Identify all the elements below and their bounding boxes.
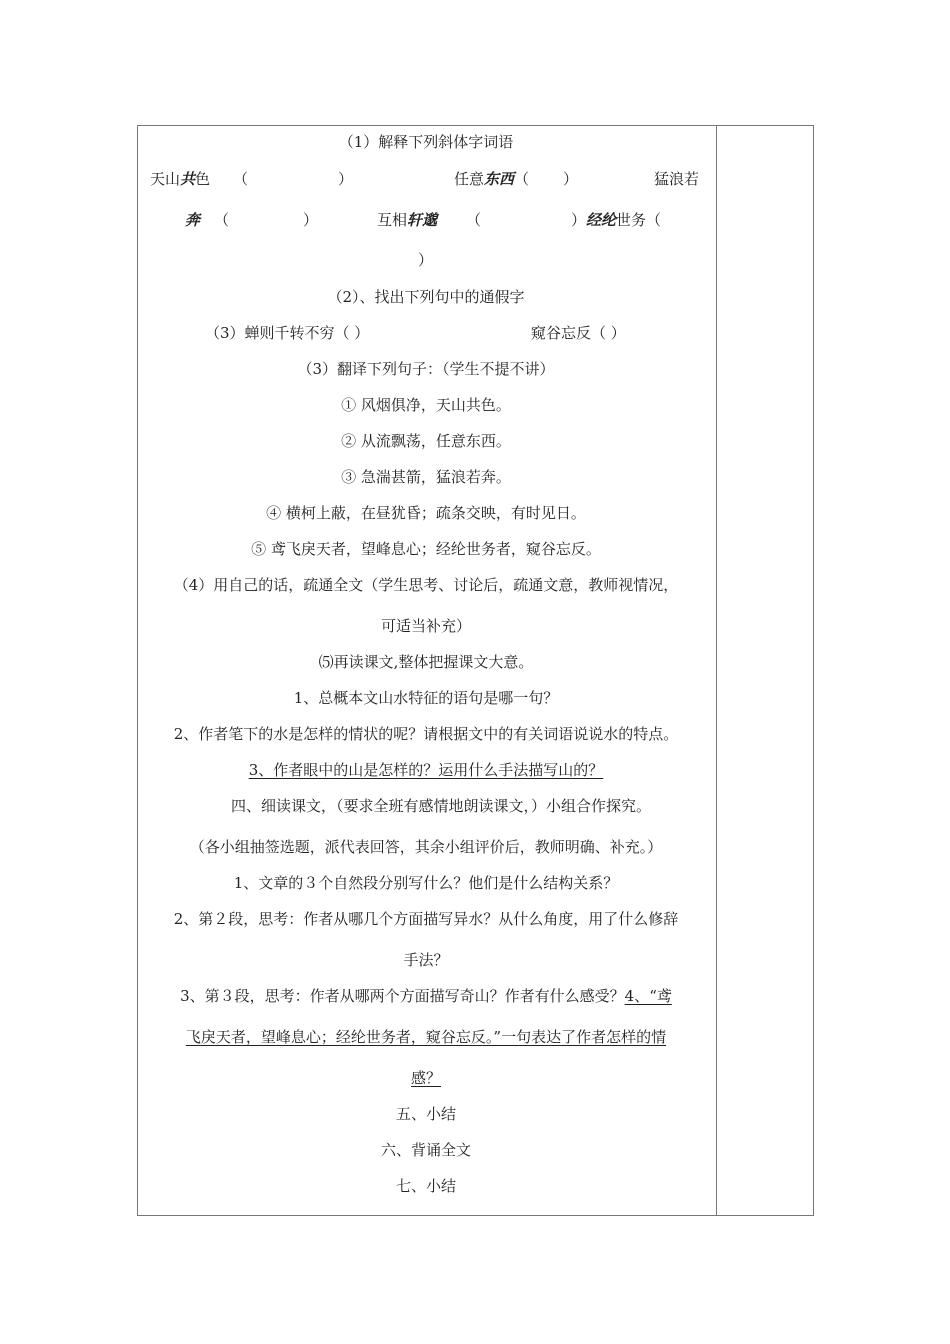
blank-open: （ (466, 211, 482, 229)
task-reread: ⑸再读课文,整体把握课文大意。 (318, 653, 534, 671)
vocab-italic-word: 奔 (185, 211, 201, 229)
vocab-italic-word: 经纶 (586, 211, 617, 229)
vocab-text: 天山 (150, 170, 181, 188)
vocab-text: 任意 (454, 170, 485, 188)
group-question-4-end: 感？ (410, 1069, 441, 1087)
blank-close: ） (338, 170, 354, 188)
vocab-text: 色 (195, 170, 211, 188)
task-translate: （3）翻译下列句子：（学生不提不讲） (297, 360, 555, 378)
column-divider (716, 125, 717, 1216)
question-2: 2、作者笔下的水是怎样的情状的呢？请根据文中的有关词语说说水的特点。 (173, 725, 679, 743)
task-paraphrase-cont: 可适当补充） (380, 617, 471, 635)
group-question-2-cont: 手法？ (403, 951, 449, 969)
group-question-1: 1、文章的３个自然段分别写什么？他们是什么结构关系？ (233, 874, 619, 892)
blank-close: ） (563, 170, 579, 188)
sentence-2: ② 从流飘荡，任意东西。 (341, 432, 511, 450)
task-tongjia: （2）、找出下列句中的通假字 (327, 288, 525, 306)
group-question-2: 2、第２段，思考：作者从哪几个方面描写异水？从什么角度，用了什么修辞 (173, 910, 679, 928)
section-7-heading: 七、小结 (395, 1177, 456, 1195)
blank-open: （ (514, 170, 530, 188)
vocab-italic-word: 轩邈 (407, 211, 438, 229)
sentence-4: ④ 横柯上蔽，在昼犹昏；疏条交映，有时见日。 (266, 504, 586, 522)
group-question-3: 3、第３段，思考：作者从哪两个方面描写奇山？作者有什么感受？ (180, 987, 625, 1005)
question-3: 3、作者眼中的山是怎样的？运用什么手法描写山的？ (248, 761, 604, 779)
blank-close: ） (303, 211, 319, 229)
blank-open: （ (233, 170, 249, 188)
blank-close: ） (571, 211, 587, 229)
tongjia-item: （3）蝉则千转不穷（ ） (205, 324, 370, 342)
task-paraphrase: （4）用自己的话，疏通全文（学生思考、讨论后，疏通文意，教师视情况， (173, 576, 679, 594)
blank-open: （ (214, 211, 230, 229)
section-4-heading: 四、细读课文，（要求全班有感情地朗读课文，）小组合作探究。 (230, 797, 651, 815)
vocab-text: 猛浪若 (654, 170, 700, 188)
task-explain-words: （1）解释下列斜体字词语 (338, 133, 514, 151)
group-question-4-cont: 飞戾天者，望峰息心；经纶世务者，窥谷忘反。”一句表达了作者怎样的情 (185, 1028, 667, 1046)
section-6-heading: 六、背诵全文 (380, 1141, 471, 1159)
sentence-1: ① 风烟俱净，天山共色。 (341, 396, 511, 414)
blank-close: ） (418, 251, 434, 269)
question-1: 1、总概本文山水特征的语句是哪一句？ (293, 689, 559, 707)
sentence-3: ③ 急湍甚箭，猛浪若奔。 (341, 468, 511, 486)
section-5-heading: 五、小结 (395, 1105, 456, 1123)
vocab-italic-word: 东西 (484, 170, 515, 188)
group-question-4: 4、“鸢 (624, 987, 672, 1005)
group-instruction: （各小组抽签选题，派代表回答，其余小组评价后，教师明确、补充。） (189, 838, 663, 856)
vocab-text: 世务（ (616, 211, 662, 229)
sentence-5: ⑤ 鸢飞戾天者，望峰息心；经纶世务者，窥谷忘反。 (251, 540, 601, 558)
vocab-text: 互相 (377, 211, 408, 229)
tongjia-item: 窥谷忘反（ ） (531, 324, 626, 342)
vocab-italic-word: 共 (180, 170, 196, 188)
